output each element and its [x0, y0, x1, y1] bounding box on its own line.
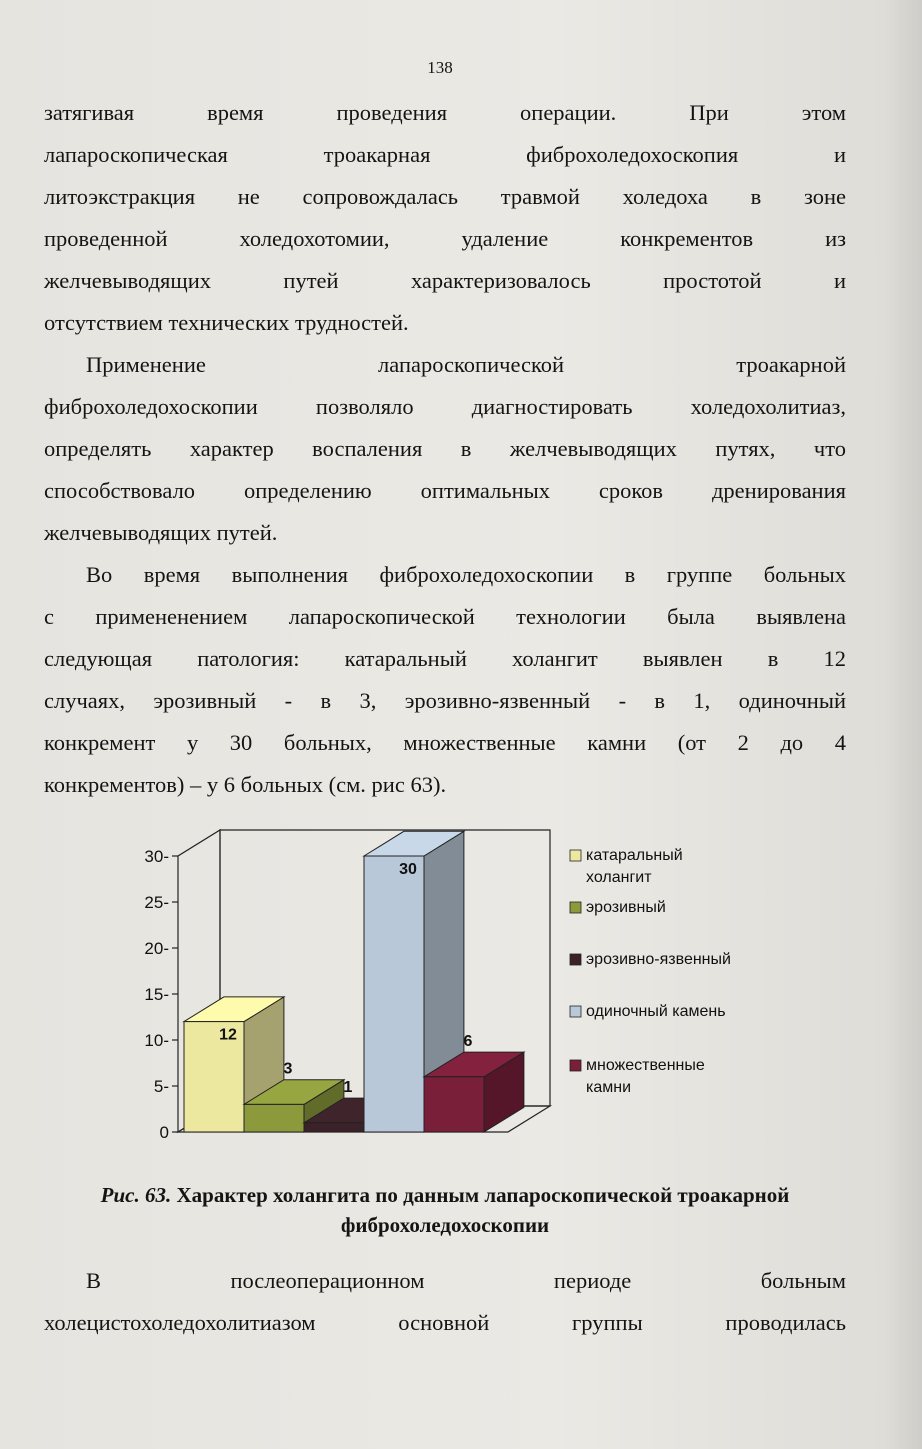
y-tick-label: 0: [159, 1123, 169, 1142]
legend-entry-5: множественные камни: [586, 1057, 705, 1096]
page-number: 138: [427, 58, 453, 77]
bar-value-label-2: 3: [283, 1060, 293, 1078]
figure-63-chart: [120, 820, 800, 1160]
text-line: желчевыводящих путей.: [44, 520, 278, 545]
text-line: желчевыводящих путей характеризовалось простотой и: [44, 268, 846, 293]
y-tick-label: 15-: [144, 985, 169, 1004]
y-tick-label: 20-: [144, 939, 169, 958]
paragraph-2: [44, 344, 846, 554]
bar-5: [424, 1077, 484, 1132]
text-line: конкрементов) – у 6 больных (см. рис 63).: [44, 772, 447, 797]
paragraph-3: [44, 554, 846, 806]
legend-swatch-2: [570, 902, 581, 913]
bars-group: [184, 831, 524, 1132]
chart-svg: [120, 820, 800, 1160]
paragraph-1: [44, 92, 846, 344]
bar-value-label-5: 6: [463, 1033, 473, 1051]
text-line: отсутствием технических трудностей.: [44, 310, 409, 335]
bar-4: [364, 856, 424, 1132]
legend-entry-4: одиночный камень: [586, 1003, 726, 1020]
legend-entry-3: эрозивно-язвенный: [586, 951, 731, 968]
text-line: лапароскопическая троакарная фиброхоледохоскопия и: [44, 142, 846, 167]
y-tick-label: 5-: [153, 1077, 169, 1096]
bar-value-label-4: 30: [399, 861, 417, 878]
text-line: следующая патология: катаральный холангит выявлен в 12: [44, 646, 846, 671]
text-line: В послеоперационном периоде больным: [86, 1268, 846, 1293]
legend-group: [570, 847, 731, 1096]
paragraph-4: [44, 1260, 846, 1344]
text-line: с примененением лапароскопической технологии была выявлена: [44, 604, 846, 629]
text-line: Во время выполнения фиброхоледохоскопии в группе больных: [86, 562, 846, 587]
text-line: определять характер воспаления в желчевыводящих путях, что: [44, 436, 846, 461]
legend-swatch-4: [570, 1006, 581, 1017]
y-tick-label: 25-: [144, 893, 169, 912]
figure-caption: [44, 1180, 846, 1240]
legend-swatch-3: [570, 954, 581, 965]
text-line: Применение лапароскопической троакарной: [86, 352, 846, 377]
text-line: способствовало определению оптимальных сроков дренирования: [44, 478, 846, 503]
legend-entry-1: катаральный холангит: [586, 847, 683, 886]
legend-swatch-5: [570, 1060, 581, 1071]
text-line: затягивая время проведения операции. При этом: [44, 100, 846, 125]
figure-label: Рис. 63.: [100, 1183, 172, 1207]
text-line: проведенной холедохотомии, удаление конкрементов из: [44, 226, 846, 251]
legend-swatch-1: [570, 850, 581, 861]
bar-value-label-3: 1: [343, 1079, 353, 1097]
text-line: фиброхоледохоскопии позволяло диагностировать холедохолитиаз,: [44, 394, 846, 419]
figure-caption-text: Характер холангита по данным лапароскопической троакарной фиброхоледохоскопии: [171, 1183, 790, 1237]
text-line: случаях, эрозивный - в 3, эрозивно-язвенный - в 1, одиночный: [44, 688, 846, 713]
text-line: литоэкстракция не сопровождалась травмой холедоха в зоне: [44, 184, 846, 209]
bar-value-label-1: 12: [219, 1026, 237, 1044]
y-tick-label: 10-: [144, 1031, 169, 1050]
text-line: холецистохоледохолитиазом основной группы проводилась: [44, 1310, 846, 1335]
bar-2: [244, 1104, 304, 1132]
bar-3: [304, 1123, 364, 1132]
text-line: конкремент у 30 больных, множественные камни (от 2 до 4: [44, 730, 846, 755]
legend-entry-2: эрозивный: [586, 899, 666, 916]
y-tick-label: 30-: [144, 847, 169, 866]
